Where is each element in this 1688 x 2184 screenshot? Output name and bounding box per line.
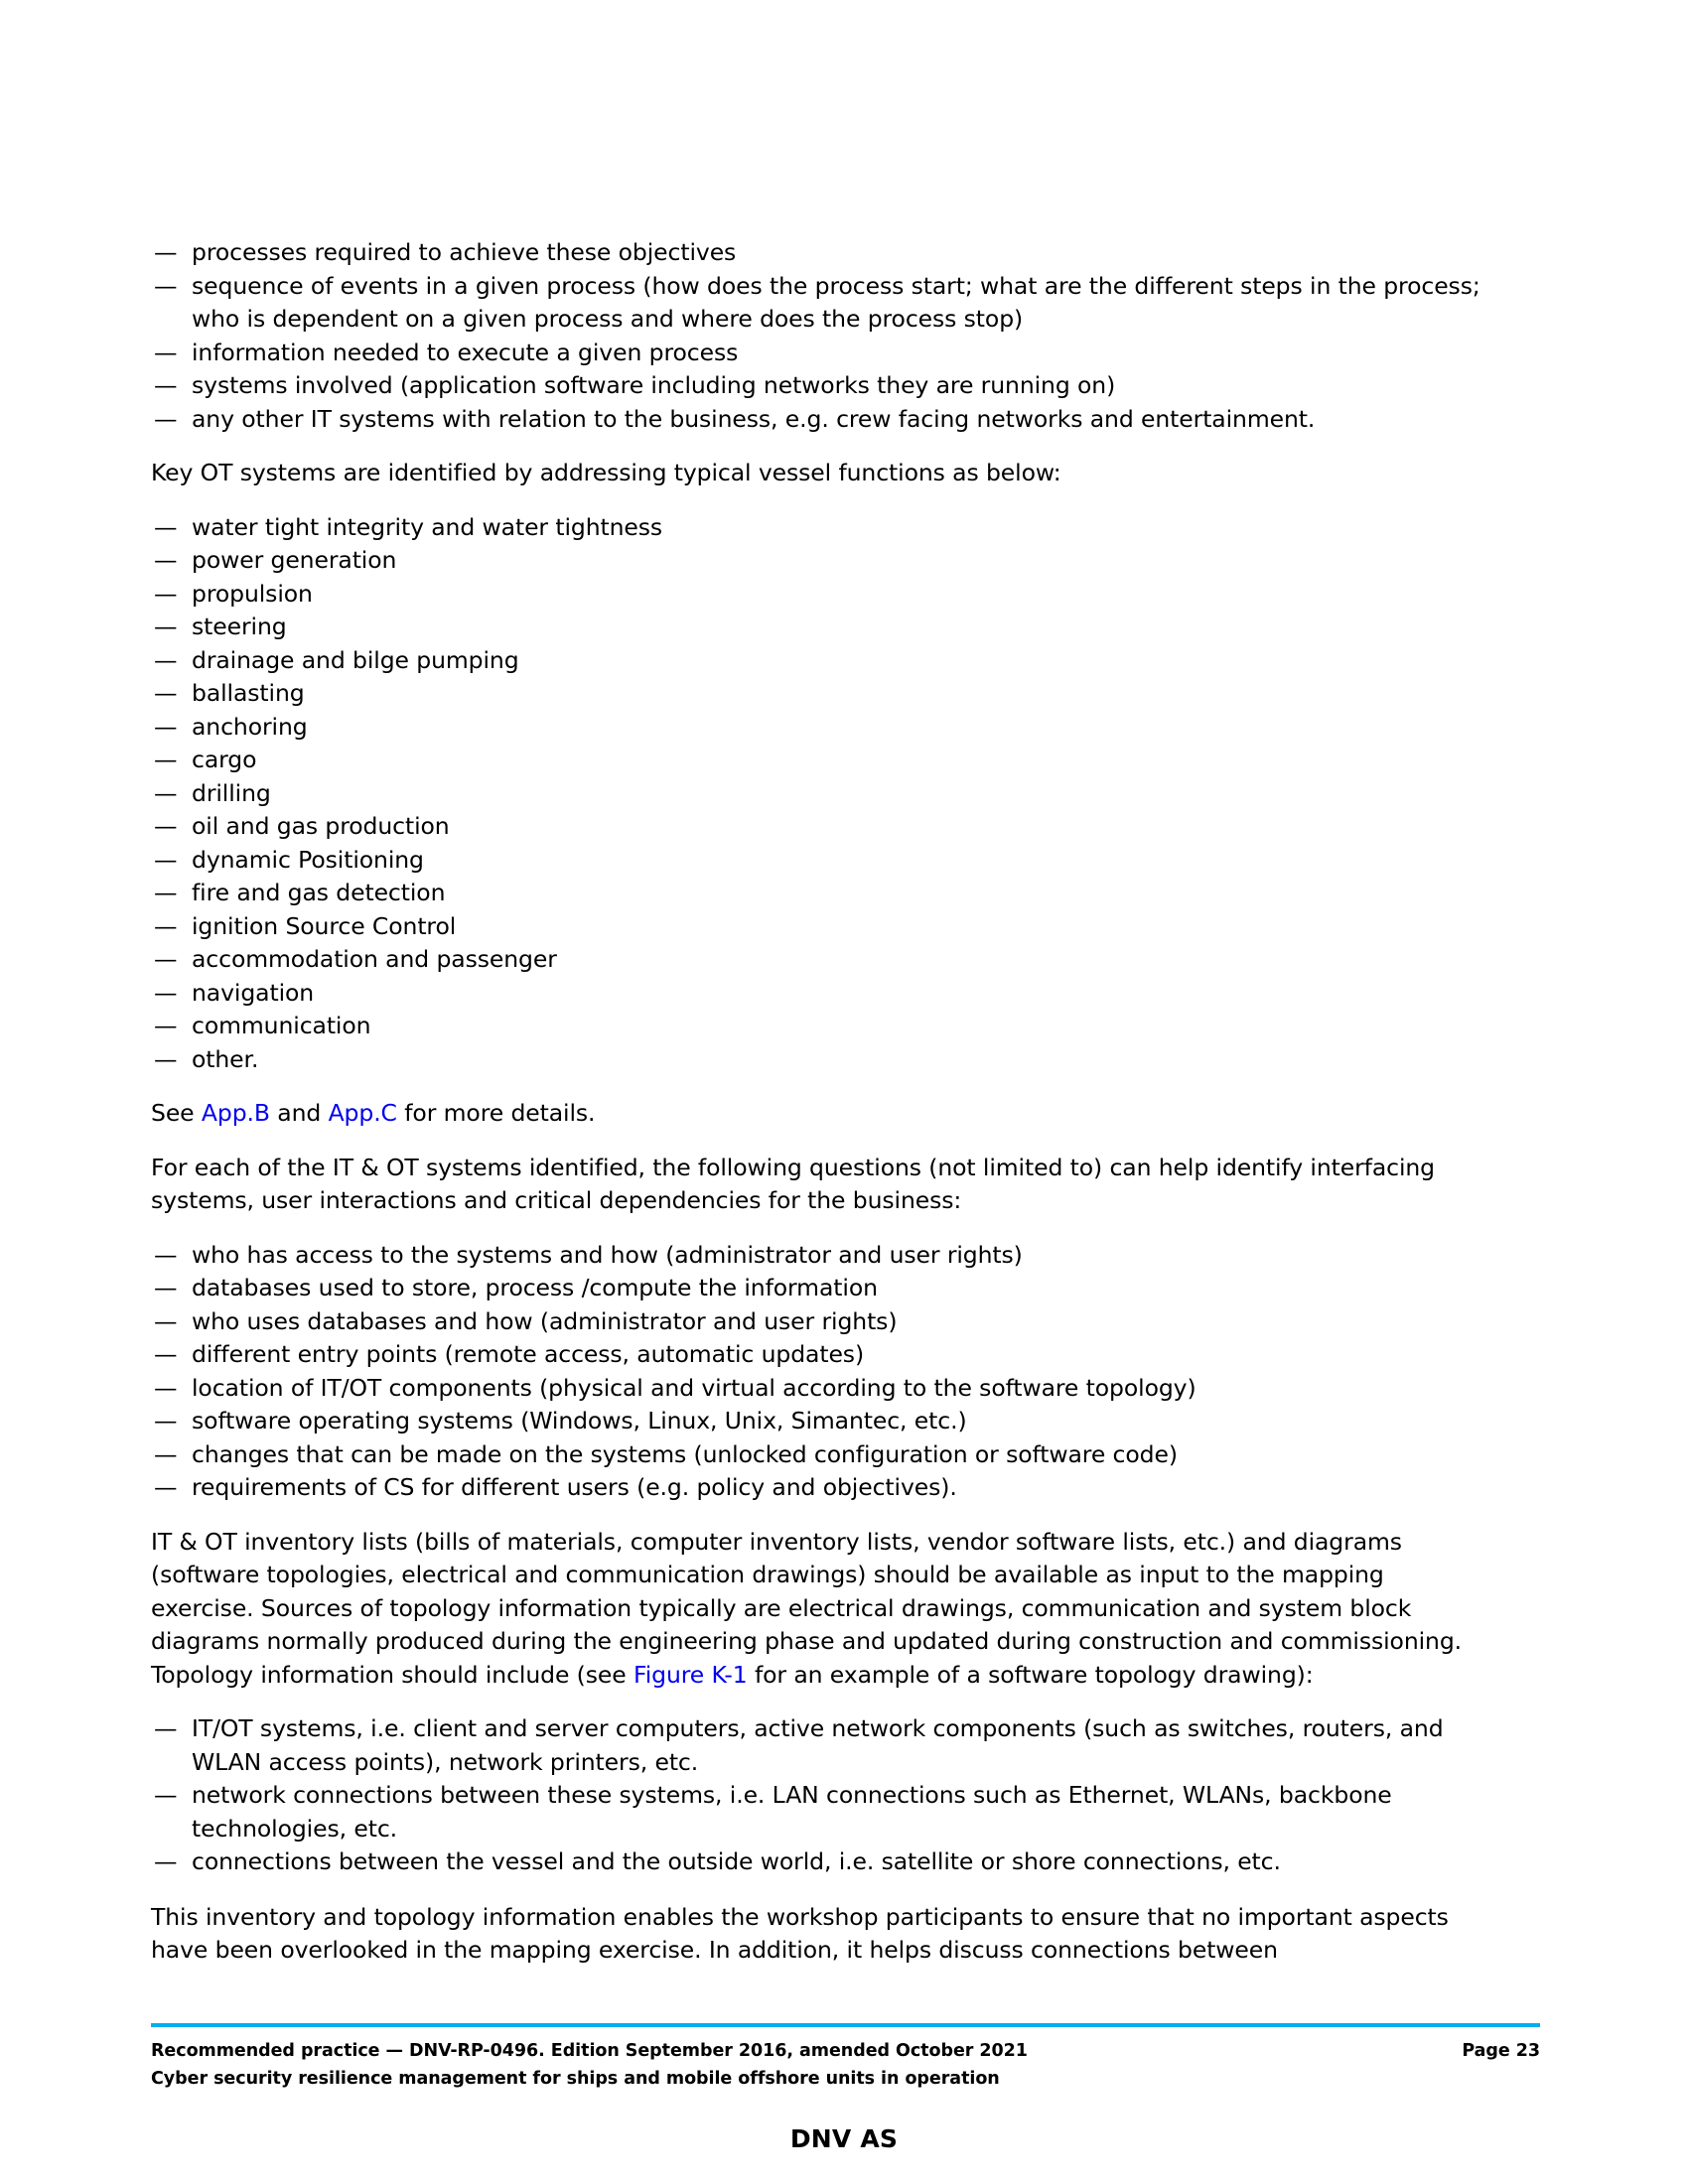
list-item-label: connections between the vessel and the outside world, i.e. satellite or shore connections, etc. — [192, 1847, 1281, 1875]
list-item-label: any other IT systems with relation to the business, e.g. crew facing networks and entertainment. — [192, 404, 1316, 433]
paragraph-see-appendices — [151, 1097, 1491, 1131]
link-app-b[interactable]: App.B — [201, 1099, 270, 1127]
dash-bullet-icon: — — [154, 238, 178, 266]
list-item — [151, 1338, 1491, 1372]
dash-bullet-icon: — — [154, 404, 178, 433]
list-item — [151, 511, 1491, 545]
dash-bullet-icon: — — [154, 371, 178, 399]
list-item — [151, 578, 1491, 612]
list-item — [151, 1239, 1491, 1273]
list-item-label: who uses databases and how (administrator and user rights) — [192, 1306, 898, 1335]
dash-bullet-icon: — — [154, 679, 178, 707]
list-it-questions — [151, 236, 1491, 436]
list-item — [151, 270, 1491, 337]
list-item-label: systems involved (application software including networks they are running on) — [192, 371, 1116, 399]
list-item-label: changes that can be made on the systems (unlocked configuration or software code) — [192, 1439, 1178, 1468]
list-topology-info — [151, 1712, 1491, 1879]
spacer — [151, 490, 1491, 511]
list-item-label: ballasting — [192, 679, 305, 707]
list-item-label: drilling — [192, 778, 271, 807]
list-item — [151, 1712, 1491, 1779]
see-prefix-text: See — [151, 1099, 202, 1127]
link-app-c[interactable]: App.C — [328, 1099, 397, 1127]
page-footer — [151, 2023, 1540, 2093]
dash-bullet-icon: — — [154, 1373, 178, 1402]
dash-bullet-icon: — — [154, 645, 178, 674]
list-item — [151, 844, 1491, 878]
inventory-suffix-text: for an example of a software topology drawing): — [747, 1660, 1314, 1689]
list-item-label: steering — [192, 613, 287, 640]
page-number: Page 23 — [1462, 2041, 1540, 2061]
spacer — [151, 1131, 1491, 1152]
link-figure-k-1[interactable]: Figure K-1 — [633, 1660, 748, 1689]
list-item-label: IT/OT systems, i.e. client and server computers, active network components (such as switches, routers, and WLAN access points), network printers, etc. — [192, 1714, 1444, 1776]
list-item — [151, 1779, 1491, 1845]
list-item-label: power generation — [192, 546, 397, 574]
list-item-label: network connections between these systems, i.e. LAN connections such as Ethernet, WLANs, backbone technologies, etc. — [192, 1781, 1392, 1843]
dash-bullet-icon: — — [154, 512, 178, 541]
page-content — [151, 236, 1491, 1968]
dash-bullet-icon: — — [154, 712, 178, 741]
list-item-label: location of IT/OT components (physical and virtual according to the software topology) — [192, 1373, 1196, 1402]
list-item-label: propulsion — [192, 579, 313, 608]
list-item — [151, 611, 1491, 644]
spacer — [151, 1879, 1491, 1901]
list-item — [151, 744, 1491, 777]
dash-bullet-icon: — — [154, 1407, 178, 1434]
list-item — [151, 977, 1491, 1011]
list-item — [151, 1845, 1491, 1879]
dash-bullet-icon: — — [154, 812, 178, 840]
inventory-prefix-text: IT & OT inventory lists (bills of materials, computer inventory lists, vendor software lists, etc.) and diagrams (software topologies, electrical and communication drawings) should be available as input to the mapping exercise. Sources of topology information typically are electrical drawings, communication and system block diagrams normally produced during the engineering phase and updated during construction and commissioning. Topology information should include (see — [151, 1527, 1463, 1689]
dash-bullet-icon: — — [154, 546, 178, 574]
list-item-label: water tight integrity and water tightness — [192, 512, 663, 541]
list-item-label: ignition Source Control — [192, 911, 457, 940]
dash-bullet-icon: — — [154, 579, 178, 608]
spacer — [151, 436, 1491, 457]
dash-bullet-icon: — — [154, 945, 178, 973]
footer-divider — [151, 2023, 1540, 2027]
list-item — [151, 677, 1491, 711]
dash-bullet-icon: — — [154, 911, 178, 940]
paragraph-key-ot-systems: Key OT systems are identified by addressing typical vessel functions as below: — [151, 459, 1061, 486]
dash-bullet-icon: — — [154, 978, 178, 1007]
list-item-label: navigation — [192, 978, 315, 1007]
dash-bullet-icon: — — [154, 879, 178, 906]
list-item — [151, 369, 1491, 403]
list-item-label: anchoring — [192, 712, 308, 741]
list-item-label: sequence of events in a given process (how does the process start; what are the different steps in the process; who is dependent on a given process and where does the process stop) — [192, 271, 1480, 333]
dash-bullet-icon: — — [154, 1340, 178, 1368]
dash-bullet-icon: — — [154, 271, 178, 300]
list-item-label: requirements of CS for different users (e.g. policy and objectives). — [192, 1473, 957, 1501]
list-item — [151, 644, 1491, 678]
list-item — [151, 711, 1491, 745]
spacer — [151, 1505, 1491, 1526]
dash-bullet-icon: — — [154, 1044, 178, 1073]
spacer — [151, 1076, 1491, 1097]
list-item-label: fire and gas detection — [192, 879, 446, 906]
list-item — [151, 1043, 1491, 1077]
list-item — [151, 877, 1491, 910]
list-item — [151, 910, 1491, 944]
see-middle-text: and — [269, 1099, 329, 1127]
dash-bullet-icon: — — [154, 1439, 178, 1468]
list-item — [151, 544, 1491, 578]
footer-subtitle: Cyber security resilience management for ships and mobile offshore units in operation — [151, 2069, 1000, 2089]
list-item-label: processes required to achieve these objectives — [192, 238, 737, 266]
list-item-label: oil and gas production — [192, 812, 450, 840]
list-item — [151, 777, 1491, 811]
dash-bullet-icon: — — [154, 1306, 178, 1335]
list-item-label: accommodation and passenger — [192, 945, 557, 973]
dash-bullet-icon: — — [154, 613, 178, 640]
paragraph-inventory-lists — [151, 1526, 1491, 1693]
list-item — [151, 337, 1491, 370]
list-item — [151, 1010, 1491, 1043]
dash-bullet-icon: — — [154, 1274, 178, 1301]
publisher-imprint: DNV AS — [789, 2124, 899, 2153]
list-item-label: dynamic Positioning — [192, 845, 424, 874]
list-item-label: software operating systems (Windows, Linux, Unix, Simantec, etc.) — [192, 1407, 967, 1434]
list-item — [151, 1305, 1491, 1339]
dash-bullet-icon: — — [154, 845, 178, 874]
dash-bullet-icon: — — [154, 778, 178, 807]
dash-bullet-icon: — — [154, 1714, 178, 1742]
list-item — [151, 236, 1491, 270]
list-item-label: different entry points (remote access, automatic updates) — [192, 1340, 865, 1368]
spacer — [151, 1692, 1491, 1712]
list-vessel-functions — [151, 511, 1491, 1077]
dash-bullet-icon: — — [154, 1847, 178, 1875]
dash-bullet-icon: — — [154, 1012, 178, 1039]
list-item — [151, 1272, 1491, 1305]
list-item-label: other. — [192, 1044, 259, 1073]
list-item — [151, 810, 1491, 844]
list-item-label: cargo — [192, 746, 257, 773]
dash-bullet-icon: — — [154, 1240, 178, 1269]
see-suffix-text: for more details. — [396, 1099, 596, 1127]
paragraph-for-each-system: For each of the IT & OT systems identified, the following questions (not limited to) can help identify interfacing systems, user interactions and critical dependencies for the business: — [151, 1153, 1436, 1214]
list-item — [151, 943, 1491, 977]
list-item — [151, 1471, 1491, 1505]
dash-bullet-icon: — — [154, 1781, 178, 1809]
footer-practice-text: Recommended practice — DNV-RP-0496. Edition September 2016, amended October 2021 — [151, 2041, 1028, 2061]
dash-bullet-icon: — — [154, 1473, 178, 1501]
list-item-label: drainage and bilge pumping — [192, 645, 519, 674]
list-item — [151, 403, 1491, 437]
list-item-label: databases used to store, process /compute the information — [192, 1274, 878, 1301]
list-item — [151, 1438, 1491, 1472]
paragraph-closing: This inventory and topology information enables the workshop participants to ensure that no important aspects have been overlooked in the mapping exercise. In addition, it helps discuss connections between — [151, 1902, 1449, 1964]
list-item-label: information needed to execute a given process — [192, 338, 739, 366]
list-item — [151, 1372, 1491, 1406]
list-system-questions — [151, 1239, 1491, 1505]
dash-bullet-icon: — — [154, 338, 178, 366]
spacer — [151, 1218, 1491, 1239]
list-item-label: communication — [192, 1012, 371, 1039]
list-item-label: who has access to the systems and how (administrator and user rights) — [192, 1240, 1023, 1269]
footer-line-one — [151, 2037, 1540, 2065]
list-item — [151, 1405, 1491, 1438]
dash-bullet-icon: — — [154, 746, 178, 773]
